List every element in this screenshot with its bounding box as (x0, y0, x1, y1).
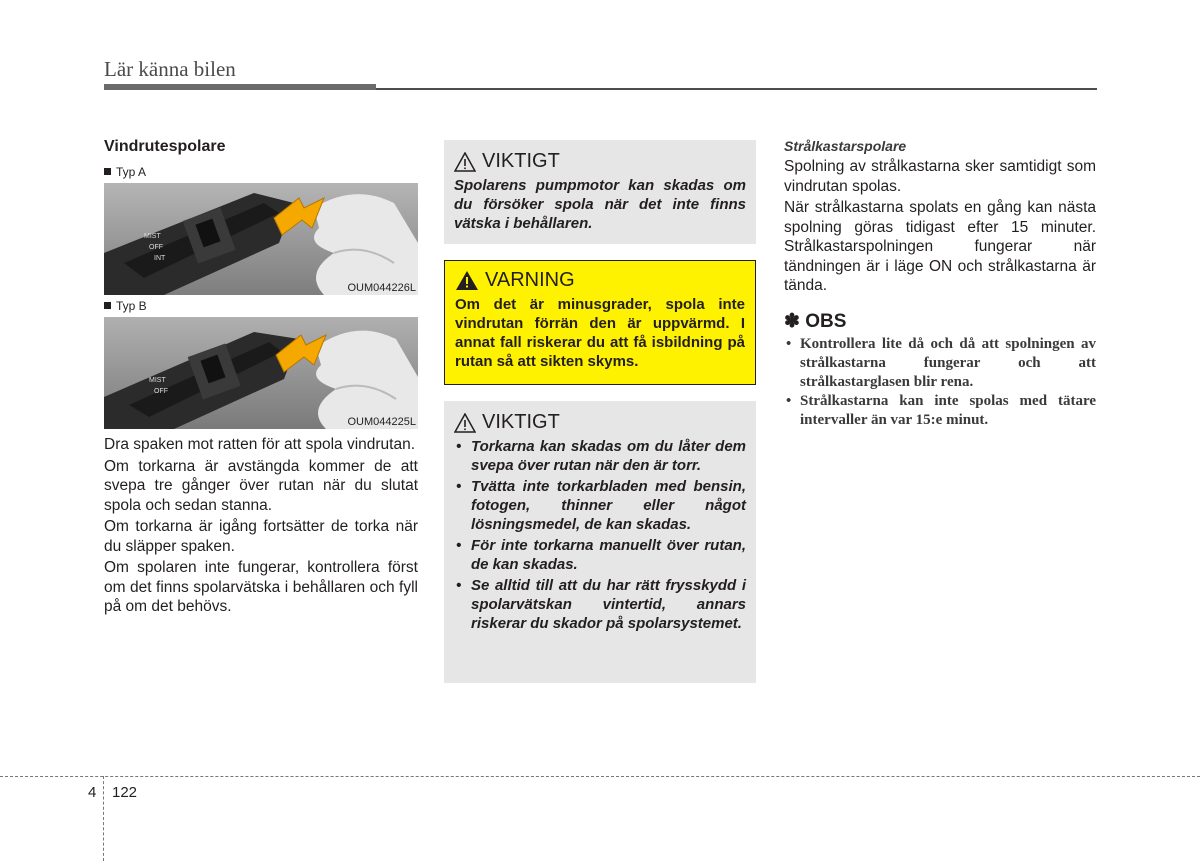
header-rule-thick (104, 84, 376, 90)
figure-a-photo (104, 183, 418, 295)
list-item: • Kontrollera lite då och då att spolningen av strålkastarna fungerar och att strålkastarglasen blir rena. (784, 335, 1096, 392)
list-item: • Torkarna kan skadas om du låter dem svepa över rutan när den är torr. (454, 437, 746, 475)
list-item: • Tvätta inte torkarbladen med bensin, fotogen, thinner eller något lösningsmedel, de kan skadas. (454, 477, 746, 534)
warning-text: Om det är minusgrader, spola inte vindrutan förrän den är uppvärmd. I annat fall riskerar du att få isbildning på rutan så att sikten skyms. (455, 296, 745, 370)
chapter-number: 4 (88, 784, 97, 801)
caution-box-1 (444, 140, 756, 244)
paragraph: Om torkarna är igång fortsätter de torka när du släpper spaken. (104, 518, 418, 555)
warning-heading: VARNING (455, 269, 745, 292)
figure-b-label: Typ B (104, 299, 418, 317)
figure-b-code: OUM044225L (347, 416, 416, 428)
column-right (784, 138, 1096, 430)
footer-vertical-divider (103, 776, 104, 861)
footer-divider (0, 776, 1200, 777)
caution-list (454, 437, 746, 633)
subsection-title: Strålkastarspolare (784, 138, 907, 154)
figure-a-code: OUM044226L (347, 282, 416, 294)
section-title: Vindrutespolare (104, 138, 226, 155)
warning-triangle-icon (455, 270, 479, 291)
caution-heading: VIKTIGT (454, 411, 746, 434)
caution-text: Spolarens pumpmotor kan skadas om du försöker spola när det inte finns vätska i behållaren. (454, 177, 746, 232)
obs-heading: ✽ OBS (784, 310, 847, 332)
column-middle (444, 140, 756, 683)
warning-triangle-icon (454, 413, 476, 433)
column-left (104, 138, 418, 619)
caution-heading: VIKTIGT (454, 150, 746, 173)
svg-text:MIST: MIST (144, 233, 161, 240)
svg-text:OFF: OFF (154, 388, 168, 395)
header-rule-thin (376, 88, 1097, 90)
paragraph: När strålkastarna spolats en gång kan nästa spolning göras tidigast efter 15 minuter. Strålkastarspolningen fungerar när tändningen är i läge ON och strålkastarna är tända. (784, 199, 1096, 294)
svg-text:OFF: OFF (149, 244, 163, 251)
square-bullet-icon (104, 168, 111, 175)
square-bullet-icon (104, 302, 111, 309)
paragraph: Spolning av strålkastarna sker samtidigt som vindrutan spolas. (784, 158, 1096, 195)
figure-b-photo (104, 317, 418, 429)
list-item: • Se alltid till att du har rätt frysskydd i spolarvätskan vintertid, annars riskerar du skador på spolarsystemet. (454, 576, 746, 633)
list-item: • Strålkastarna kan inte spolas med tätare intervaller än var 15:e minut. (784, 392, 1096, 430)
obs-list (784, 335, 1096, 430)
paragraph: Dra spaken mot ratten för att spola vindrutan. (104, 436, 416, 453)
paragraph: Om torkarna är avstängda kommer de att svepa tre gånger över rutan när du slutat spola och sedan stanna. (104, 457, 418, 514)
figure-a-label: Typ A (104, 165, 418, 183)
warning-triangle-icon (454, 152, 476, 172)
svg-text:INT: INT (154, 255, 166, 262)
svg-text:MIST: MIST (149, 377, 166, 384)
page-header-title: Lär känna bilen (104, 57, 236, 81)
paragraph: Om spolaren inte fungerar, kontrollera först om det finns spolarvätska i behållaren och fyll på om det behövs. (104, 559, 418, 615)
warning-box (444, 260, 756, 385)
list-item: • För inte torkarna manuellt över rutan, de kan skadas. (454, 536, 746, 574)
page-number: 122 (112, 784, 138, 801)
caution-box-2 (444, 401, 756, 683)
